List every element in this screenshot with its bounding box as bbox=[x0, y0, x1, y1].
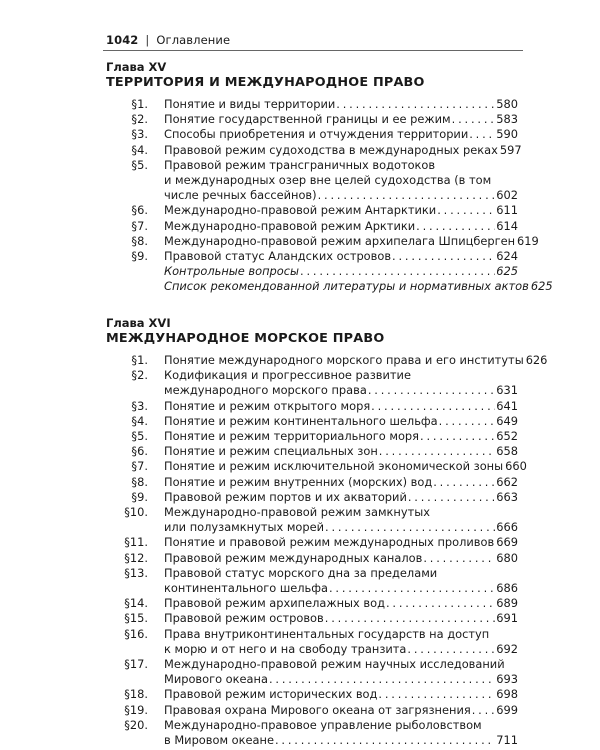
toc-entry-text: Правовой режим портов и их акваторий bbox=[164, 489, 407, 504]
toc-entry-body bbox=[164, 97, 518, 112]
toc-entry-text: Правовой режим международных каналов bbox=[164, 550, 423, 565]
toc-page-number: 662 bbox=[496, 474, 518, 489]
section-number bbox=[106, 264, 164, 279]
toc-entry-line bbox=[164, 279, 553, 294]
toc-page-number: 660 bbox=[505, 459, 527, 474]
chapter-label: Глава XVI bbox=[106, 316, 171, 330]
toc-entry-body bbox=[164, 249, 518, 264]
section-number: §14. bbox=[124, 596, 148, 611]
section-number: §20. bbox=[124, 717, 148, 732]
toc-entry[interactable] bbox=[106, 551, 518, 566]
dot-leader bbox=[379, 444, 495, 459]
dot-leader bbox=[329, 581, 495, 596]
toc-entry-line bbox=[164, 551, 518, 566]
toc-entry-body bbox=[164, 505, 518, 535]
toc-entry[interactable] bbox=[106, 444, 518, 459]
header-rule bbox=[103, 50, 523, 51]
toc-page-number: 689 bbox=[496, 596, 518, 611]
section-number: §12. bbox=[124, 550, 148, 565]
dot-leader bbox=[269, 672, 495, 687]
toc-entry[interactable] bbox=[106, 505, 518, 535]
section-number: §2. bbox=[131, 112, 148, 127]
toc-entry-body bbox=[164, 414, 518, 429]
toc-entry-text: Понятие и виды территории bbox=[164, 97, 336, 111]
toc-entry-body bbox=[164, 158, 518, 204]
toc-entry-line bbox=[164, 490, 518, 505]
chapter-xv bbox=[106, 60, 553, 295]
toc-entry-line bbox=[164, 97, 518, 112]
toc-entry-text: к морю и от него и на свободу транзита bbox=[164, 641, 407, 656]
chapter-title: ТЕРРИТОРИЯ И МЕЖДУНАРОДНОЕ ПРАВО bbox=[106, 75, 425, 90]
toc-entry-line bbox=[164, 264, 518, 279]
toc-entry-body bbox=[164, 353, 548, 368]
toc-entry-line bbox=[164, 429, 518, 444]
toc-entry-line bbox=[164, 353, 548, 368]
section-number: §8. bbox=[131, 233, 148, 248]
section-number: §9. bbox=[131, 489, 148, 504]
toc-entry-body bbox=[164, 429, 518, 444]
section-number: §3. bbox=[131, 127, 148, 142]
toc-entry-text: Правовой статус Аландских островов bbox=[164, 249, 392, 264]
section-number: §16. bbox=[124, 626, 148, 641]
section-number: §4. bbox=[131, 142, 148, 157]
toc-page-number: 590 bbox=[496, 127, 518, 142]
dot-leader bbox=[469, 127, 495, 142]
toc-entry-text: Правовой режим трансграничных водотоков bbox=[164, 157, 436, 172]
toc-entry-body bbox=[164, 142, 522, 158]
dot-leader bbox=[416, 219, 495, 234]
toc-entry-line bbox=[164, 188, 518, 203]
section-number: §2. bbox=[131, 368, 148, 383]
toc-page-number: 624 bbox=[496, 249, 518, 264]
toc-entry-line bbox=[164, 672, 518, 687]
section-number: §7. bbox=[131, 218, 148, 233]
toc-entry-text: Способы приобретения и отчуждения территории bbox=[164, 127, 469, 142]
toc-entry-text: Международно-правовой режим Антарктики bbox=[164, 203, 437, 218]
toc-entry[interactable] bbox=[106, 718, 518, 748]
toc-entry-text: Правовой режим исторических вод bbox=[164, 687, 378, 702]
toc-entry[interactable] bbox=[106, 657, 518, 687]
dot-leader bbox=[420, 429, 495, 444]
toc-entry[interactable] bbox=[106, 219, 518, 234]
section-number: §1. bbox=[131, 97, 148, 111]
toc-entry-line bbox=[164, 203, 518, 218]
toc-page-number: 693 bbox=[496, 672, 518, 687]
dot-leader bbox=[368, 383, 495, 398]
toc-entry-text: Понятие и режим специальных зон bbox=[164, 444, 378, 459]
toc-page-number: 686 bbox=[496, 581, 518, 596]
toc-entry-line bbox=[164, 219, 518, 234]
toc-page-number: 669 bbox=[496, 535, 518, 550]
chapter-label: Глава XV bbox=[106, 60, 167, 74]
toc-entry-text: Понятие и режим территориального моря bbox=[164, 429, 419, 444]
toc-page-number: 631 bbox=[496, 383, 518, 398]
toc-page-number: 680 bbox=[496, 550, 518, 565]
toc-entry[interactable] bbox=[106, 127, 518, 142]
toc-entry-text: числе речных бассейнов) bbox=[164, 188, 317, 203]
toc-entry-text: Понятие и режим континентального шельфа bbox=[164, 413, 438, 428]
toc-entry[interactable] bbox=[106, 414, 518, 429]
toc-page-number: 583 bbox=[496, 112, 518, 127]
toc-page-number: 699 bbox=[496, 702, 518, 717]
dot-leader bbox=[336, 97, 495, 112]
toc-entry-body bbox=[164, 551, 518, 566]
toc-entry-text: Правовой режим судоходства в международных реках bbox=[164, 142, 498, 157]
dot-leader bbox=[472, 703, 496, 718]
toc-entry-text: Понятие и режим внутренних (морских) вод bbox=[164, 474, 433, 489]
toc-entry-body bbox=[164, 444, 518, 459]
dot-leader bbox=[408, 490, 495, 505]
toc-page-number: 597 bbox=[499, 142, 522, 157]
toc-entry-line bbox=[164, 581, 518, 596]
toc-entry-text: Международно-правовое управление рыболовством bbox=[164, 717, 482, 732]
section-number: §5. bbox=[131, 429, 148, 444]
toc-entry-text: Международно-правовой режим замкнутых bbox=[164, 505, 430, 520]
section-number: §4. bbox=[131, 413, 148, 428]
toc-page-number: 602 bbox=[496, 188, 518, 203]
toc-entry-text: Мирового океана bbox=[164, 672, 268, 687]
toc-entry-body bbox=[164, 687, 518, 702]
toc-entry-line bbox=[164, 596, 518, 611]
toc-entry-body bbox=[164, 399, 518, 414]
section-number: §17. bbox=[124, 657, 148, 672]
toc-entry[interactable] bbox=[106, 490, 518, 505]
dot-leader bbox=[433, 475, 495, 490]
toc-entry[interactable] bbox=[106, 611, 518, 626]
dot-leader bbox=[371, 399, 495, 414]
toc-entry[interactable] bbox=[106, 203, 518, 218]
toc-entry-line bbox=[164, 383, 518, 398]
toc-entry-text: Понятие международного морского права и его институты bbox=[164, 353, 524, 367]
toc-entry-line bbox=[164, 687, 518, 702]
toc-entry-body bbox=[164, 627, 518, 657]
section-number: §13. bbox=[124, 565, 148, 580]
toc-entry-line bbox=[164, 520, 518, 535]
toc-page-number: 619 bbox=[517, 233, 539, 248]
toc-entry-text: и международных озер вне целей судоходства (в том bbox=[164, 173, 492, 188]
toc-entry[interactable] bbox=[106, 142, 522, 158]
dot-leader bbox=[423, 551, 495, 566]
toc-entry[interactable] bbox=[106, 353, 548, 368]
toc-entry-body bbox=[164, 703, 518, 718]
section-number: §1. bbox=[131, 353, 148, 367]
toc-entry-line bbox=[164, 475, 518, 490]
toc-entry[interactable] bbox=[106, 596, 518, 611]
chapter-title: МЕЖДУНАРОДНОЕ МОРСКОЕ ПРАВО bbox=[106, 331, 385, 346]
toc-entry[interactable] bbox=[106, 399, 518, 414]
header-separator: | bbox=[145, 33, 150, 47]
toc-entry-line bbox=[164, 142, 522, 158]
toc-entry-body bbox=[164, 596, 518, 611]
toc-entry-text: Понятие государственной границы и ее режим bbox=[164, 112, 451, 127]
section-number: §3. bbox=[131, 398, 148, 413]
toc-entry[interactable] bbox=[106, 249, 518, 264]
toc-entry-text: Понятие и режим открытого моря bbox=[164, 398, 371, 413]
toc-entry-line bbox=[164, 112, 518, 127]
toc-entry-body bbox=[164, 657, 518, 687]
toc-page-number: 698 bbox=[496, 687, 518, 702]
toc-entry-body bbox=[164, 718, 518, 748]
toc-page-number: 658 bbox=[496, 444, 518, 459]
dot-leader bbox=[275, 733, 495, 748]
toc-entry-body bbox=[164, 566, 518, 596]
section-number: §6. bbox=[131, 444, 148, 459]
toc-entry-body bbox=[164, 112, 518, 127]
toc-page-number: 649 bbox=[496, 413, 518, 428]
toc-page-number: 611 bbox=[496, 203, 518, 218]
toc-entry-text: Международно-правовой режим архипелага Шпицберген bbox=[164, 233, 516, 248]
toc-entry[interactable] bbox=[106, 97, 518, 112]
toc-entry[interactable] bbox=[106, 687, 518, 702]
running-head-title: Оглавление bbox=[156, 33, 231, 47]
section-number: §19. bbox=[124, 702, 148, 717]
section-number: §5. bbox=[131, 157, 148, 172]
toc-entry-text: в Мировом океане bbox=[164, 733, 274, 748]
toc-entry-line bbox=[164, 733, 518, 748]
toc-entry-body bbox=[164, 459, 527, 474]
toc-entry-line bbox=[164, 414, 518, 429]
dot-leader bbox=[325, 520, 495, 535]
toc-entry-line bbox=[164, 642, 518, 657]
dot-leader bbox=[300, 264, 495, 279]
section-number: §9. bbox=[131, 249, 148, 264]
dot-leader bbox=[407, 642, 495, 657]
toc-entry-text: Правовой режим архипелажных вод bbox=[164, 596, 385, 611]
toc-entry-text: Международно-правовой режим научных исследований bbox=[164, 657, 505, 672]
dot-leader bbox=[318, 188, 496, 203]
toc-entry-line bbox=[164, 233, 539, 249]
toc-entry[interactable] bbox=[106, 158, 518, 204]
toc-entry-line bbox=[164, 127, 518, 142]
toc-entry[interactable] bbox=[106, 279, 553, 294]
toc-page-number: 652 bbox=[496, 429, 518, 444]
toc-entry[interactable] bbox=[106, 233, 539, 249]
toc-entry-body bbox=[164, 535, 518, 550]
toc-page-number: 614 bbox=[496, 218, 518, 233]
toc-entry-text: Правовой режим островов bbox=[164, 611, 324, 626]
toc-page-number: 666 bbox=[496, 520, 518, 535]
toc-entry[interactable] bbox=[106, 368, 518, 398]
toc-entry-text: континентального шельфа bbox=[164, 581, 328, 596]
toc-page-number: 625 bbox=[530, 279, 553, 294]
toc-entry[interactable] bbox=[106, 459, 527, 474]
toc-page-number: 580 bbox=[496, 97, 518, 111]
section-number: §7. bbox=[131, 459, 148, 474]
toc-entry-text: Кодификация и прогрессивное развитие bbox=[164, 368, 411, 383]
toc-page-number: 625 bbox=[496, 264, 518, 279]
toc-entry-text: Список рекомендованной литературы и нормативных актов bbox=[164, 279, 529, 294]
toc-entry-line bbox=[164, 444, 518, 459]
toc-entry-line bbox=[164, 459, 527, 474]
toc-page-number: 691 bbox=[496, 611, 518, 626]
toc-entry-line bbox=[164, 249, 518, 264]
toc-entry-body bbox=[164, 279, 553, 294]
toc-list bbox=[106, 353, 548, 748]
dot-leader bbox=[452, 112, 496, 127]
section-number: §6. bbox=[131, 203, 148, 218]
toc-entry-body bbox=[164, 219, 518, 234]
toc-entry-text: Права внутриконтинентальных государств на доступ bbox=[164, 626, 490, 641]
toc-entry-body bbox=[164, 475, 518, 490]
toc-entry[interactable] bbox=[106, 627, 518, 657]
toc-entry-body bbox=[164, 203, 518, 218]
dot-leader bbox=[386, 596, 495, 611]
dot-leader bbox=[378, 687, 495, 702]
toc-entry[interactable] bbox=[106, 429, 518, 444]
toc-entry-line bbox=[164, 535, 518, 550]
running-head bbox=[106, 33, 230, 47]
toc-entry-text: Правовая охрана Мирового океана от загрязнения bbox=[164, 702, 471, 717]
dot-leader bbox=[439, 414, 496, 429]
toc-entry-body bbox=[164, 611, 518, 626]
section-number: §15. bbox=[124, 611, 148, 626]
toc-entry-line bbox=[164, 399, 518, 414]
toc-entry[interactable] bbox=[106, 475, 518, 490]
section-number bbox=[106, 279, 164, 294]
toc-entry[interactable] bbox=[106, 566, 518, 596]
toc-entry[interactable] bbox=[106, 535, 518, 550]
toc-entry[interactable] bbox=[106, 703, 518, 718]
dot-leader bbox=[392, 249, 495, 264]
toc-entry-line bbox=[164, 703, 518, 718]
toc-entry-text: или полузамкнутых морей bbox=[164, 520, 325, 535]
section-number: §18. bbox=[124, 687, 148, 702]
dot-leader bbox=[437, 203, 495, 218]
dot-leader bbox=[325, 611, 496, 626]
toc-entry-text: Контрольные вопросы bbox=[164, 264, 299, 279]
toc-entry-line bbox=[164, 611, 518, 626]
section-number: §8. bbox=[131, 474, 148, 489]
toc-entry-text: международного морского права bbox=[164, 383, 367, 398]
toc-entry[interactable] bbox=[106, 264, 518, 279]
toc-entry-text: Понятие и правовой режим международных проливов bbox=[164, 535, 495, 550]
toc-page-number: 711 bbox=[496, 733, 518, 748]
toc-entry-text: Правовой статус морского дна за пределами bbox=[164, 565, 438, 580]
toc-page-number: 692 bbox=[496, 641, 518, 656]
chapter-xvi bbox=[106, 316, 548, 748]
toc-entry[interactable] bbox=[106, 112, 518, 127]
toc-entry-body bbox=[164, 264, 518, 279]
toc-entry-text: Понятие и режим исключительной экономической зоны bbox=[164, 459, 504, 474]
toc-entry-body bbox=[164, 490, 518, 505]
toc-page-number: 663 bbox=[496, 489, 518, 504]
section-number: §11. bbox=[124, 535, 148, 550]
toc-entry-body bbox=[164, 368, 518, 398]
page-number: 1042 bbox=[106, 33, 139, 47]
toc-entry-text: Международно-правовой режим Арктики bbox=[164, 218, 416, 233]
toc-page-number: 626 bbox=[525, 353, 548, 367]
toc-list bbox=[106, 97, 553, 295]
toc-entry-body bbox=[164, 127, 518, 142]
toc-page-number: 641 bbox=[496, 398, 518, 413]
toc-entry-body bbox=[164, 233, 539, 249]
section-number: §10. bbox=[124, 505, 148, 520]
